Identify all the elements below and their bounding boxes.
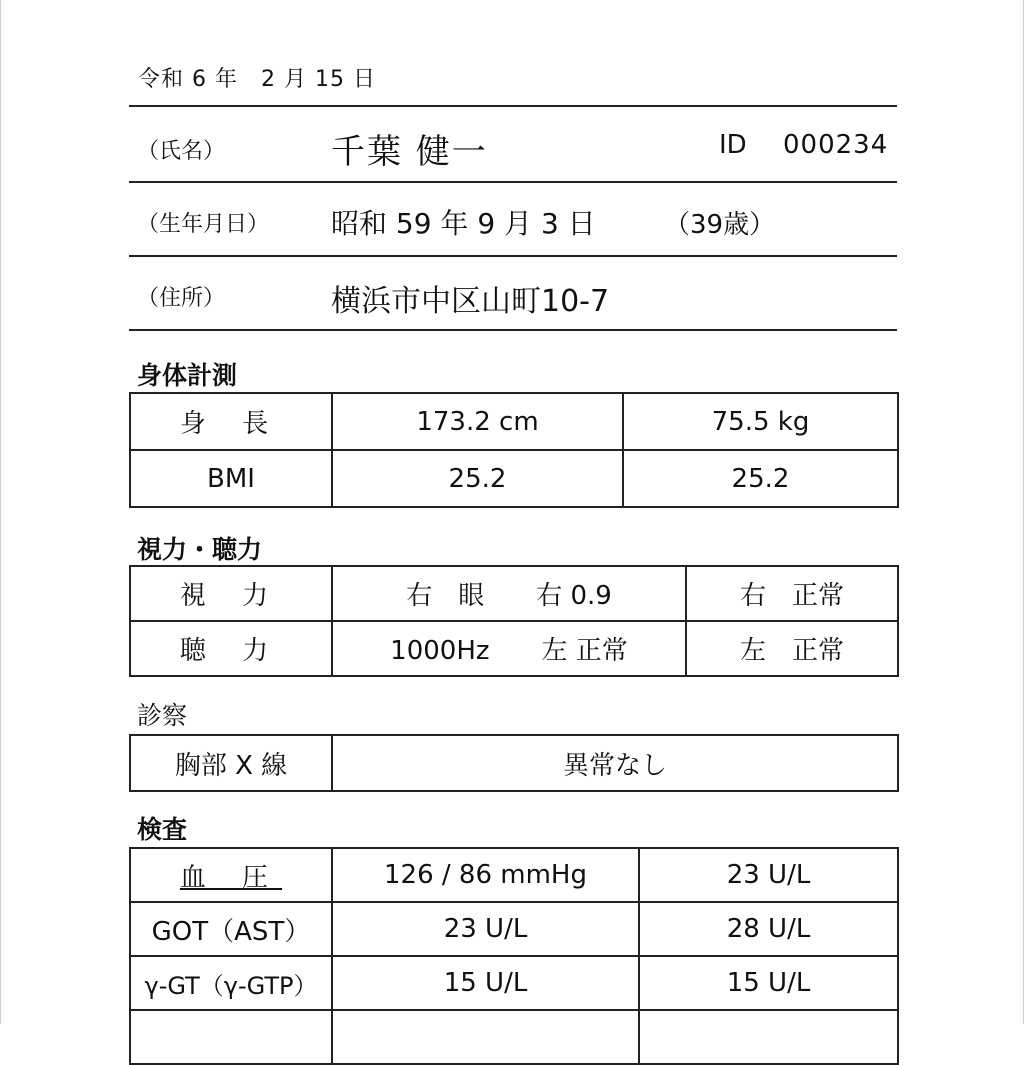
address-label: （住所） [137,286,226,311]
table-cell [639,1010,898,1064]
table-row [130,735,898,791]
divider [129,255,897,257]
vision-hearing-heading: 視力・聴力 [137,535,263,564]
table-cell: 173.2 cm [332,393,623,450]
table-cell: 25.2 [332,450,623,507]
patient-id: 000234 [783,130,889,160]
patient-name: 千葉 健一 [331,132,488,172]
table-cell [332,1010,639,1064]
table-cell: 異常なし [332,735,898,791]
birthdate: 昭和 59 年 9 月 3 日 [331,207,596,240]
address: 横浜市中区山町10-7 [331,284,610,319]
table-row [130,621,898,676]
age: （39歳） [664,210,776,240]
table-cell: 126 / 86 mmHg [332,848,639,902]
tests-table [129,847,899,1065]
id-label: ID [719,130,747,160]
table-cell: 23 U/L [639,848,898,902]
table-row [130,1010,898,1064]
exam-table [129,734,899,792]
table-cell: 23 U/L [332,902,639,956]
table-cell: 聴 力 [130,621,332,676]
exam-heading: 診察 [137,701,188,730]
table-cell: 1000Hz 左 正常 [332,621,686,676]
table-row [130,393,898,450]
table-cell: 75.5 kg [623,393,898,450]
table-cell: 血 圧 [130,848,332,902]
vision-hearing-table [129,565,899,677]
divider [129,329,897,331]
tests-heading: 検査 [137,815,188,844]
table-row [130,956,898,1010]
divider [129,181,897,183]
name-label: （氏名） [137,139,226,164]
table-cell: GOT（AST） [130,902,332,956]
body-measure-table [129,392,899,508]
table-cell [130,1010,332,1064]
table-cell: 視 力 [130,566,332,621]
issue-date: 令和 6 年 2 月 15 日 [138,67,376,92]
table-cell: 身 長 [130,393,332,450]
table-row [130,566,898,621]
body-measure-heading: 身体計測 [137,361,238,390]
table-cell: 胸部 X 線 [130,735,332,791]
table-row [130,450,898,507]
table-cell: 15 U/L [332,956,639,1010]
table-row [130,902,898,956]
table-cell: 25.2 [623,450,898,507]
table-cell: γ-GT（γ-GTP） [130,956,332,1010]
table-cell: 右 眼 右 0.9 [332,566,686,621]
table-cell: 15 U/L [639,956,898,1010]
table-cell: 右 正常 [686,566,898,621]
table-cell: 左 正常 [686,621,898,676]
birthdate-label: （生年月日） [137,212,270,237]
table-cell: BMI [130,450,332,507]
table-cell: 28 U/L [639,902,898,956]
divider [129,105,897,107]
table-row [130,848,898,902]
